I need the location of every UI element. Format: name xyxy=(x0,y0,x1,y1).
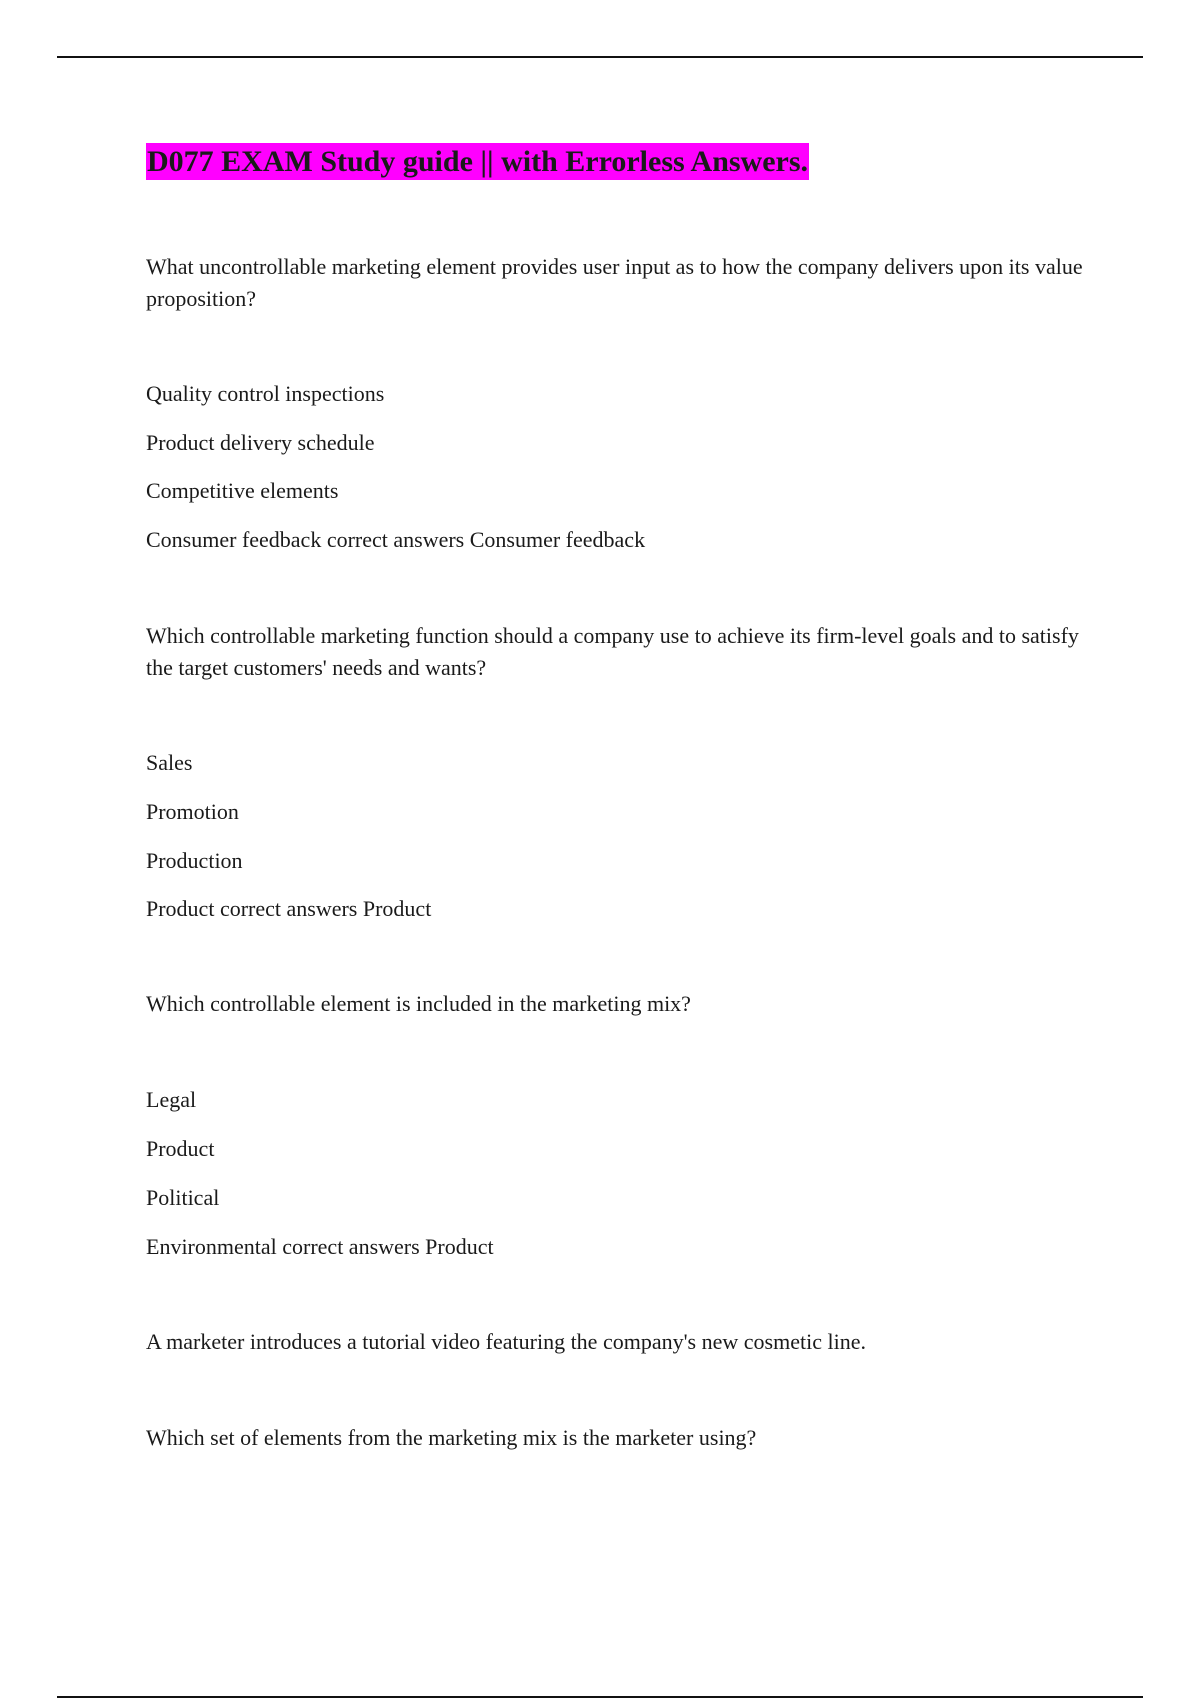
question-1-option-4: Consumer feedback correct answers Consumer feedback xyxy=(146,527,646,552)
question-2-option-2: Promotion xyxy=(146,799,239,824)
question-3-option-2: Product xyxy=(146,1136,215,1161)
question-4-prompt: A marketer introduces a tutorial video featuring the company's new cosmetic line. xyxy=(146,1329,866,1354)
question-3-option-3: Political xyxy=(146,1185,220,1210)
question-3-prompt: Which controllable element is included in the marketing mix? xyxy=(146,991,691,1016)
question-1-option-1: Quality control inspections xyxy=(146,381,385,406)
question-2-option-3: Production xyxy=(146,848,243,873)
question-5-prompt: Which set of elements from the marketing mix is the marketer using? xyxy=(146,1425,757,1450)
question-2-option-4: Product correct answers Product xyxy=(146,896,432,921)
header-rule xyxy=(57,56,1143,58)
document-title xyxy=(146,144,809,180)
footer-rule xyxy=(57,1696,1143,1698)
question-1-option-3: Competitive elements xyxy=(146,478,339,503)
question-3-option-4: Environmental correct answers Product xyxy=(146,1234,494,1259)
question-1-option-2: Product delivery schedule xyxy=(146,430,375,455)
question-3-option-1: Legal xyxy=(146,1087,197,1112)
document-title-text: D077 EXAM Study guide || with Errorless Answers. xyxy=(147,145,809,178)
question-2-option-1: Sales xyxy=(146,750,193,775)
question-2-prompt: Which controllable marketing function should a company use to achieve its firm-level goals and to satisfy the target customers' needs and wants? xyxy=(146,623,1079,680)
question-1-prompt: What uncontrollable marketing element provides user input as to how the company delivers upon its value proposition? xyxy=(146,254,1083,311)
